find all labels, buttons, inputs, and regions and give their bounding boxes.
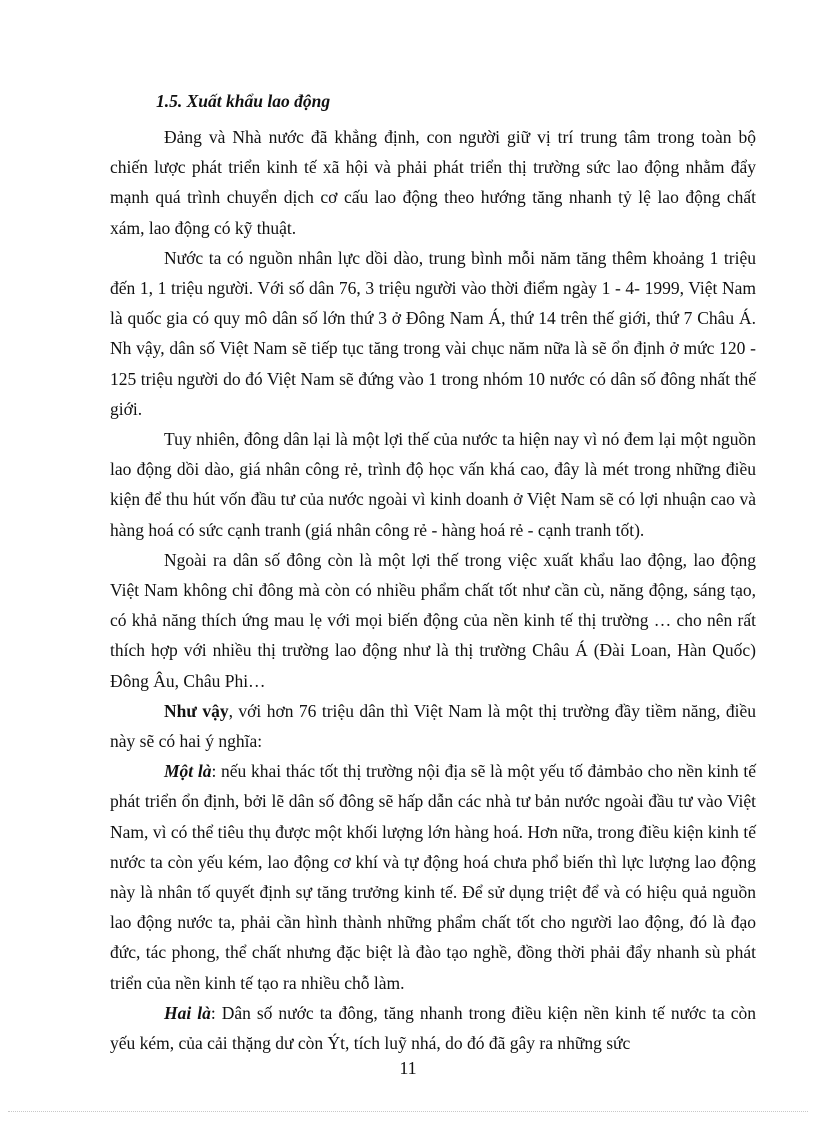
paragraph-text: , với hơn 76 triệu dân thì Việt Nam là một thị trường đầy tiềm năng, điều này sẽ có hai ý nghĩa: — [110, 700, 757, 752]
paragraph-text: Đảng và Nhà nước đã khẳng định, con người giữ vị trí trung tâm trong toàn bộ chiến lược phát triển kinh tế xã hội và phải phát triển thị trường sức lao động nhằm đẩy mạnh quá trình chuyển dịch cơ cấu lao động theo hướng tăng nhanh tỷ lệ lao động chất xám, lao động có kỹ thuật. — [110, 127, 756, 238]
paragraph-4 — [110, 545, 756, 696]
paragraph-6 — [110, 756, 756, 998]
paragraph-text: : nếu khai thác tốt thị trường nội địa sẽ là một yếu tố đảmbảo cho nền kinh tế phát triển ổn định, bởi lẽ dân số đông sẽ hấp dẫn các nhà tư bản nước ngoài đầu tư vào Việt Nam, vì có thể tiêu thụ được một khối lượng lớn hàng hoá. Hơn nữa, trong điều kiện kinh tế nước ta còn yếu kém, lao động cơ khí và tự động hoá chưa phổ biến thì lực lượng lao động này là nhân tố quyết định sự tăng trưởng kinh tế. Để sử dụng triệt để và có hiệu quả nguồn lao động nước ta, phải cần hình thành những phẩm chất tốt cho người lao động, đó là đạo đức, tác phong, thể chất nhưng đặc biệt là đào tạo nghề, đồng thời phải đẩy nhanh sù phát triển của nền kinh tế tạo ra nhiều chỗ làm. — [110, 761, 756, 993]
page-number: 11 — [399, 1058, 417, 1078]
paragraph-text: : Dân số nước ta đông, tăng nhanh trong điều kiện nền kinh tế nước ta còn yếu kém, của cải thặng dư còn Ýt, tích luỹ nhá, do đó đã gây ra những sức — [110, 1002, 756, 1054]
section-heading: 1.5. Xuất khẩu lao động — [156, 91, 331, 111]
paragraph-3 — [110, 424, 756, 545]
paragraph-1 — [110, 122, 756, 243]
paragraph-lead-bold-italic: Một là — [164, 761, 212, 782]
paragraph-7 — [110, 998, 756, 1058]
paragraph-text: Ngoài ra dân số đông còn là một lợi thế trong việc xuất khẩu lao động, lao động Việt Nam không chỉ đông mà còn có nhiều phẩm chất tốt như cần cù, năng động, sáng tạo, có khả năng thích ứng mau lẹ với mọi biến động của nền kinh tế thị trường … cho nên rất thích hợp với nhiều thị trường lao động như là thị trường Châu Á (Đài Loan, Hàn Quốc) Đông Âu, Châu Phi… — [110, 549, 756, 691]
paragraph-2 — [110, 243, 756, 424]
paragraph-lead-bold-italic: Hai là — [164, 1002, 211, 1023]
paragraph-text: Nước ta có nguồn nhân lực dồi dào, trung bình mỗi năm tăng thêm khoảng 1 triệu đến 1, 1 triệu người. Với số dân 76, 3 triệu người vào thời điểm ngày 1 - 4- 1999, Việt Nam là quốc gia có quy mô dân số lớn thứ 3 ở Đông Nam Á, thứ 14 trên thế giới, thứ 7 Châu Á. Nh vậy, dân số Việt Nam sẽ tiếp tục tăng trong vài chục năm nữa là sẽ ổn định ở mức 120 - 125 triệu người do đó Việt Nam sẽ đứng vào 1 trong nhóm 10 nước có dân số đông nhất thế giới. — [110, 247, 756, 419]
paragraph-lead-bold: Như vậy — [164, 700, 229, 721]
paragraph-text: Tuy nhiên, đông dân lại là một lợi thế của nước ta hiện nay vì nó đem lại một nguồn lao động dồi dào, giá nhân công rẻ, trình độ học vấn khá cao, đây là mét trong những điều kiện để thu hút vốn đầu tư của nước ngoài vì kinh doanh ở Việt Nam sẽ có lợi nhuận cao và hàng hoá có sức cạnh tranh (giá nhân công rẻ - hàng hoá rẻ - cạnh tranh tốt). — [110, 429, 756, 540]
paragraph-5 — [110, 696, 756, 756]
page-bottom-divider — [8, 1111, 808, 1112]
